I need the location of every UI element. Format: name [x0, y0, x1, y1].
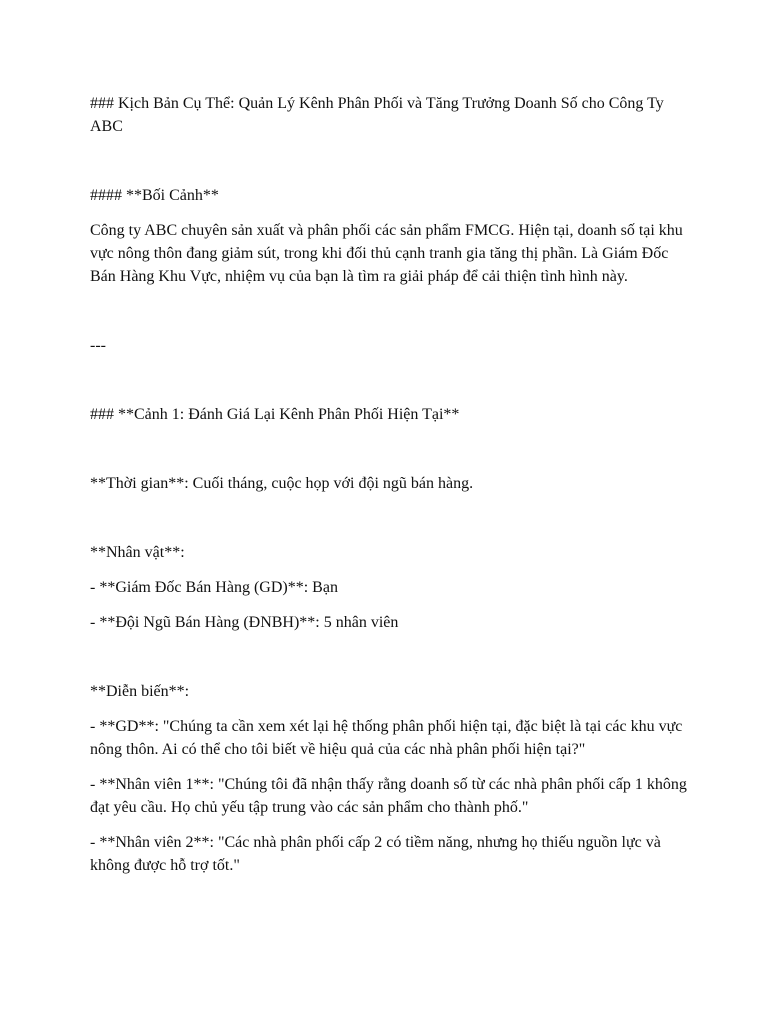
event-item: - **Nhân viên 2**: "Các nhà phân phối cấp 2 có tiềm năng, nhưng họ thiếu nguồn lực và không được hỗ trợ tốt."	[90, 834, 661, 874]
character-item: - **Đội Ngũ Bán Hàng (ĐNBH)**: 5 nhân viên	[90, 614, 399, 631]
separator-line: ---	[90, 337, 106, 354]
document-page	[90, 92, 690, 877]
event-item: - **GD**: "Chúng ta cần xem xét lại hệ thống phân phối hiện tại, đặc biệt là tại các khu vực nông thôn. Ai có thể cho tôi biết về hiệu quả của các nhà phân phối hiện tại?"	[90, 718, 683, 758]
character-item: - **Giám Đốc Bán Hàng (GD)**: Bạn	[90, 579, 338, 596]
context-paragraph: Công ty ABC chuyên sản xuất và phân phối các sản phẩm FMCG. Hiện tại, doanh số tại khu vực nông thôn đang giảm sút, trong khi đối thủ cạnh tranh gia tăng thị phần. Là Giám Đốc Bán Hàng Khu Vực, nhiệm vụ của bạn là tìm ra giải pháp để cải thiện tình hình này.	[90, 222, 683, 285]
context-heading: #### **Bối Cảnh**	[90, 187, 219, 204]
scene-heading: ### **Cảnh 1: Đánh Giá Lại Kênh Phân Phối Hiện Tại**	[90, 406, 460, 423]
time-line: **Thời gian**: Cuối tháng, cuộc họp với đội ngũ bán hàng.	[90, 475, 474, 492]
document-title: ### Kịch Bản Cụ Thể: Quản Lý Kênh Phân Phối và Tăng Trưởng Doanh Số cho Công Ty ABC	[90, 95, 664, 135]
characters-heading: **Nhân vật**:	[90, 544, 185, 561]
event-item: - **Nhân viên 1**: "Chúng tôi đã nhận thấy rằng doanh số từ các nhà phân phối cấp 1 không đạt yêu cầu. Họ chủ yếu tập trung vào các sản phẩm cho thành phố."	[90, 776, 687, 816]
events-heading: **Diễn biến**:	[90, 683, 190, 700]
